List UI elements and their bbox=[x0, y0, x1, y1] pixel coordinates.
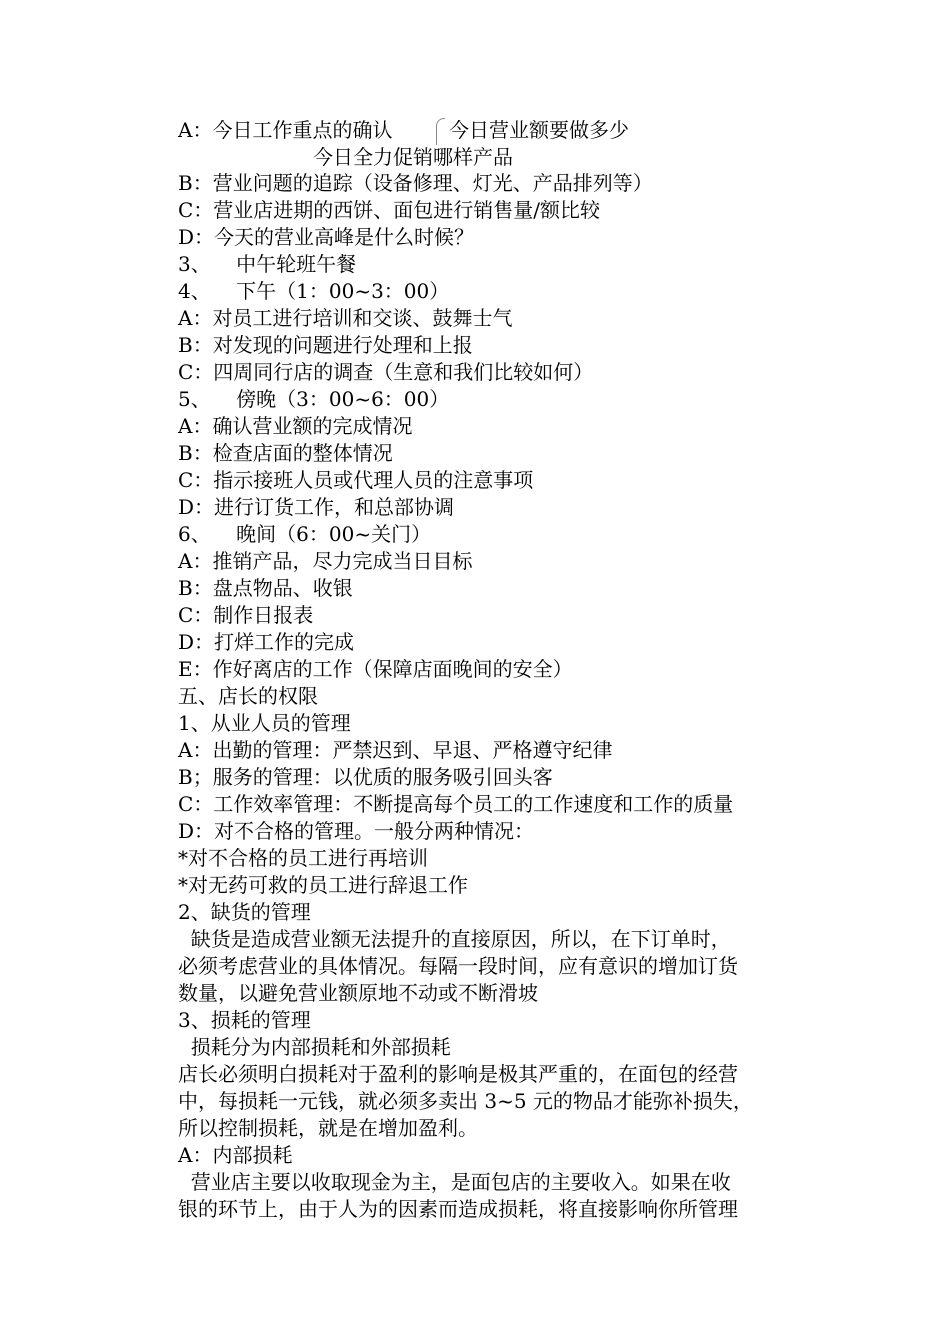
bullet-dismiss: *对无药可救的员工进行辞退工作 bbox=[178, 873, 468, 897]
heading-6-night: 6、 晚间（6：00~关门） bbox=[178, 522, 432, 546]
subheading-3-loss: 3、损耗的管理 bbox=[178, 1008, 311, 1032]
line-a-promote: A：推销产品，尽力完成当日目标 bbox=[178, 549, 473, 573]
line-1-branch-a: 今日营业额要做多少 bbox=[449, 118, 629, 142]
paragraph-loss-3: 所以控制损耗，就是在增加盈利。 bbox=[178, 1116, 478, 1140]
paragraph-stockout-3: 数量，以避免营业额原地不动或不断滑坡 bbox=[178, 981, 538, 1005]
paragraph-loss-2: 中，每损耗一元钱，就必须多卖出 3~5 元的物品才能弥补损失， bbox=[178, 1089, 753, 1113]
line-d-unqualified: D：对不合格的管理。一般分两种情况： bbox=[178, 819, 535, 843]
paragraph-internal-1: 营业店主要以收取现金为主，是面包店的主要收入。如果在收 bbox=[178, 1170, 731, 1194]
line-a-revenue: A：确认营业额的完成情况 bbox=[178, 414, 413, 438]
heading-5-evening: 5、 傍晚（3：00~6：00） bbox=[178, 387, 450, 411]
section-5-heading: 五、店长的权限 bbox=[178, 684, 318, 708]
line-d-order: D：进行订货工作，和总部协调 bbox=[178, 495, 455, 519]
line-b-inspect: B：检查店面的整体情况 bbox=[178, 441, 393, 465]
heading-4-afternoon: 4、 下午（1：00~3：00） bbox=[178, 279, 450, 303]
line-b-issues: B：营业问题的追踪（设备修理、灯光、产品排列等） bbox=[178, 171, 653, 195]
line-a-training: A：对员工进行培训和交谈、鼓舞士气 bbox=[178, 306, 513, 330]
line-c-report: C：制作日报表 bbox=[178, 603, 314, 627]
line-c-efficiency: C：工作效率管理：不断提高每个员工的工作速度和工作的质量 bbox=[178, 792, 734, 816]
line-d-close: D：打烊工作的完成 bbox=[178, 630, 355, 654]
paragraph-loss-intro: 损耗分为内部损耗和外部损耗 bbox=[178, 1035, 451, 1059]
line-b-service: B；服务的管理：以优质的服务吸引回头客 bbox=[178, 765, 553, 789]
bullet-retrain: *对不合格的员工进行再培训 bbox=[178, 846, 428, 870]
line-c-handover: C：指示接班人员或代理人员的注意事项 bbox=[178, 468, 534, 492]
subheading-2-stockout: 2、缺货的管理 bbox=[178, 900, 311, 924]
line-a-attendance: A：出勤的管理：严禁迟到、早退、严格遵守纪律 bbox=[178, 738, 613, 762]
paragraph-internal-2: 银的环节上，由于人为的因素而造成损耗，将直接影响你所管理 bbox=[178, 1197, 738, 1221]
line-1-branch-b: 今日全力促销哪样产品 bbox=[313, 145, 513, 169]
line-c-sales: C：营业店进期的西饼、面包进行销售量/额比较 bbox=[178, 198, 601, 222]
paragraph-loss-1: 店长必须明白损耗对于盈利的影响是极其严重的，在面包的经营 bbox=[178, 1062, 738, 1086]
line-e-leave: E：作好离店的工作（保障店面晚间的安全） bbox=[178, 657, 573, 681]
line-d-peak: D：今天的营业高峰是什么时候？ bbox=[178, 225, 475, 249]
line-b-report: B：对发现的问题进行处理和上报 bbox=[178, 333, 473, 357]
paragraph-stockout-2: 必须考虑营业的具体情况。每隔一段时间，应有意识的增加订货 bbox=[178, 954, 738, 978]
line-b-inventory: B：盘点物品、收银 bbox=[178, 576, 353, 600]
heading-3-noon: 3、 中午轮班午餐 bbox=[178, 252, 357, 276]
line-c-survey: C：四周同行店的调查（生意和我们比较如何） bbox=[178, 360, 594, 384]
line-a-internal-loss: A：内部损耗 bbox=[178, 1143, 293, 1167]
line-1: A：今日工作重点的确认 bbox=[178, 118, 393, 142]
brace-mark bbox=[436, 118, 445, 145]
subheading-1-staff: 1、从业人员的管理 bbox=[178, 711, 351, 735]
paragraph-stockout-1: 缺货是造成营业额无法提升的直接原因，所以，在下订单时， bbox=[178, 927, 731, 951]
